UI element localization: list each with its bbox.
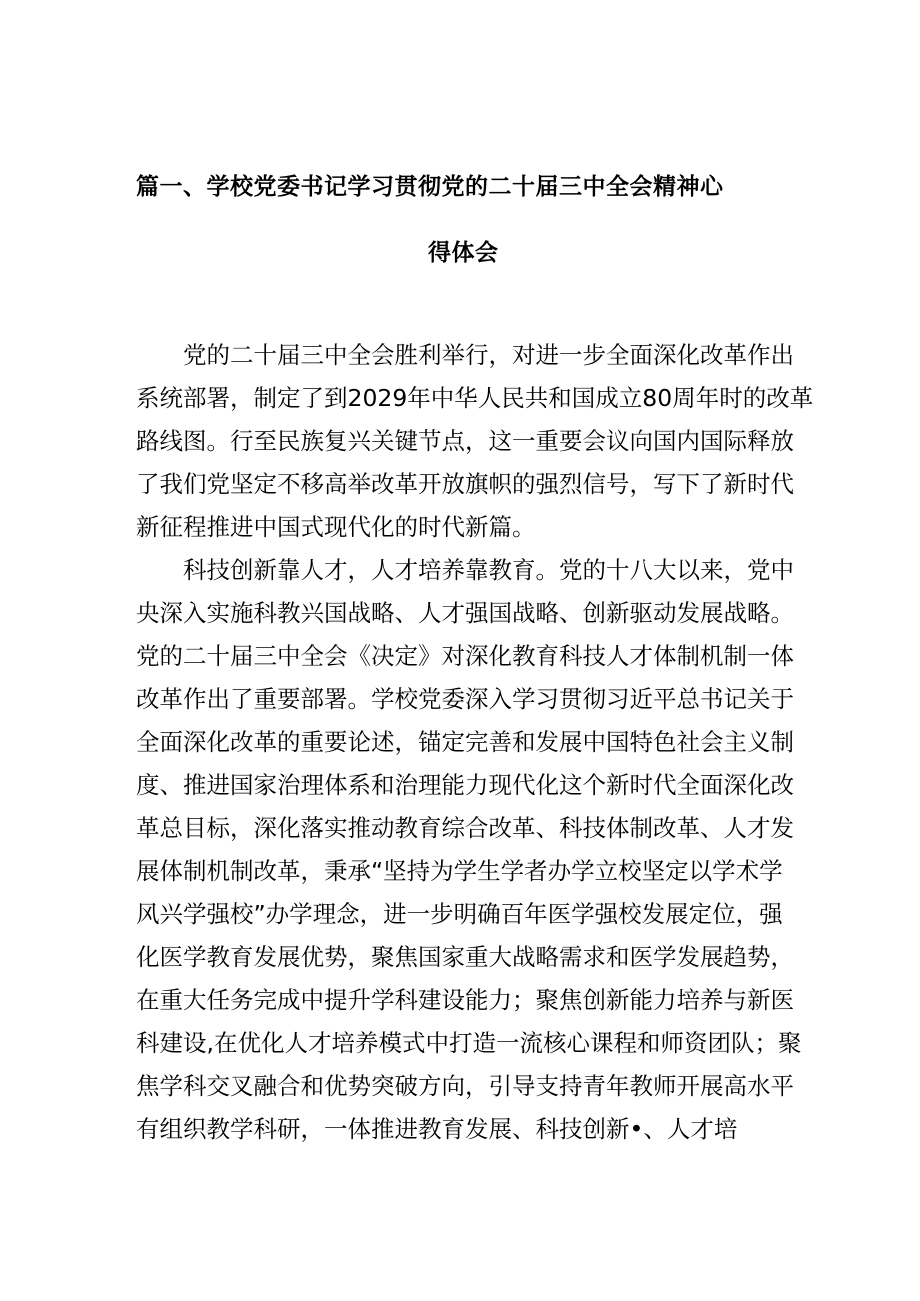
- paragraph-line: 路线图。行至民族复兴关键节点，这一重要会议向国内国际释放: [136, 427, 794, 455]
- paragraph-line: 科建设,在优化人才培养模式中打造一流核心课程和师资团队；聚: [136, 1029, 802, 1057]
- document-title-line-1: 篇一、学校党委书记学习贯彻党的二十届三中全会精神心: [136, 174, 724, 200]
- paragraph-line: 风兴学强校”办学理念，进一步明确百年医学强校发展定位，强: [136, 900, 783, 928]
- paragraph-line: 央深入实施科教兴国战略、人才强国战略、创新驱动发展战略。: [136, 599, 794, 627]
- paragraph-line: 化医学教育发展优势，聚焦国家重大战略需求和医学发展趋势，: [136, 943, 794, 971]
- paragraph-line: 新征程推进中国式现代化的时代新篇。: [136, 513, 536, 541]
- paragraph-line: 革总目标，深化落实推动教育综合改革、科技体制改革、人才发: [136, 814, 794, 842]
- paragraph-line: 党的二十届三中全会胜利举行，对进一步全面深化改革作出: [183, 341, 794, 369]
- paragraph-line: 了我们党坚定不移高举改革开放旗帜的强烈信号，写下了新时代: [136, 470, 794, 498]
- paragraph-line: 科技创新靠人才，人才培养靠教育。党的十八大以来，党中: [183, 556, 794, 584]
- paragraph-line: 改革作出了重要部署。学校党委深入学习贯彻习近平总书记关于: [136, 685, 794, 713]
- paragraph-line: 全面深化改革的重要论述，锚定完善和发展中国特色社会主义制: [136, 728, 794, 756]
- paragraph-1: [136, 334, 814, 549]
- paragraph-line: 在重大任务完成中提升学科建设能力；聚焦创新能力培养与新医: [136, 986, 794, 1014]
- paragraph-line: 展体制机制改革，秉承“坚持为学生学者办学立校坚定以学术学: [136, 857, 783, 885]
- paragraph-2: [136, 549, 802, 1151]
- document-title-line-2: 得体会: [428, 240, 499, 266]
- paragraph-line: 系统部署，制定了到2029年中华人民共和国成立80周年时的改革: [136, 384, 814, 412]
- paragraph-line: 有组织教学科研，一体推进教育发展、科技创新•、人才培: [136, 1115, 738, 1143]
- paragraph-line: 焦学科交叉融合和优势突破方向，引导支持青年教师开展高水平: [136, 1072, 794, 1100]
- paragraph-line: 党的二十届三中全会《决定》对深化教育科技人才体制机制一体: [136, 642, 794, 670]
- paragraph-line: 度、推进国家治理体系和治理能力现代化这个新时代全面深化改: [136, 771, 794, 799]
